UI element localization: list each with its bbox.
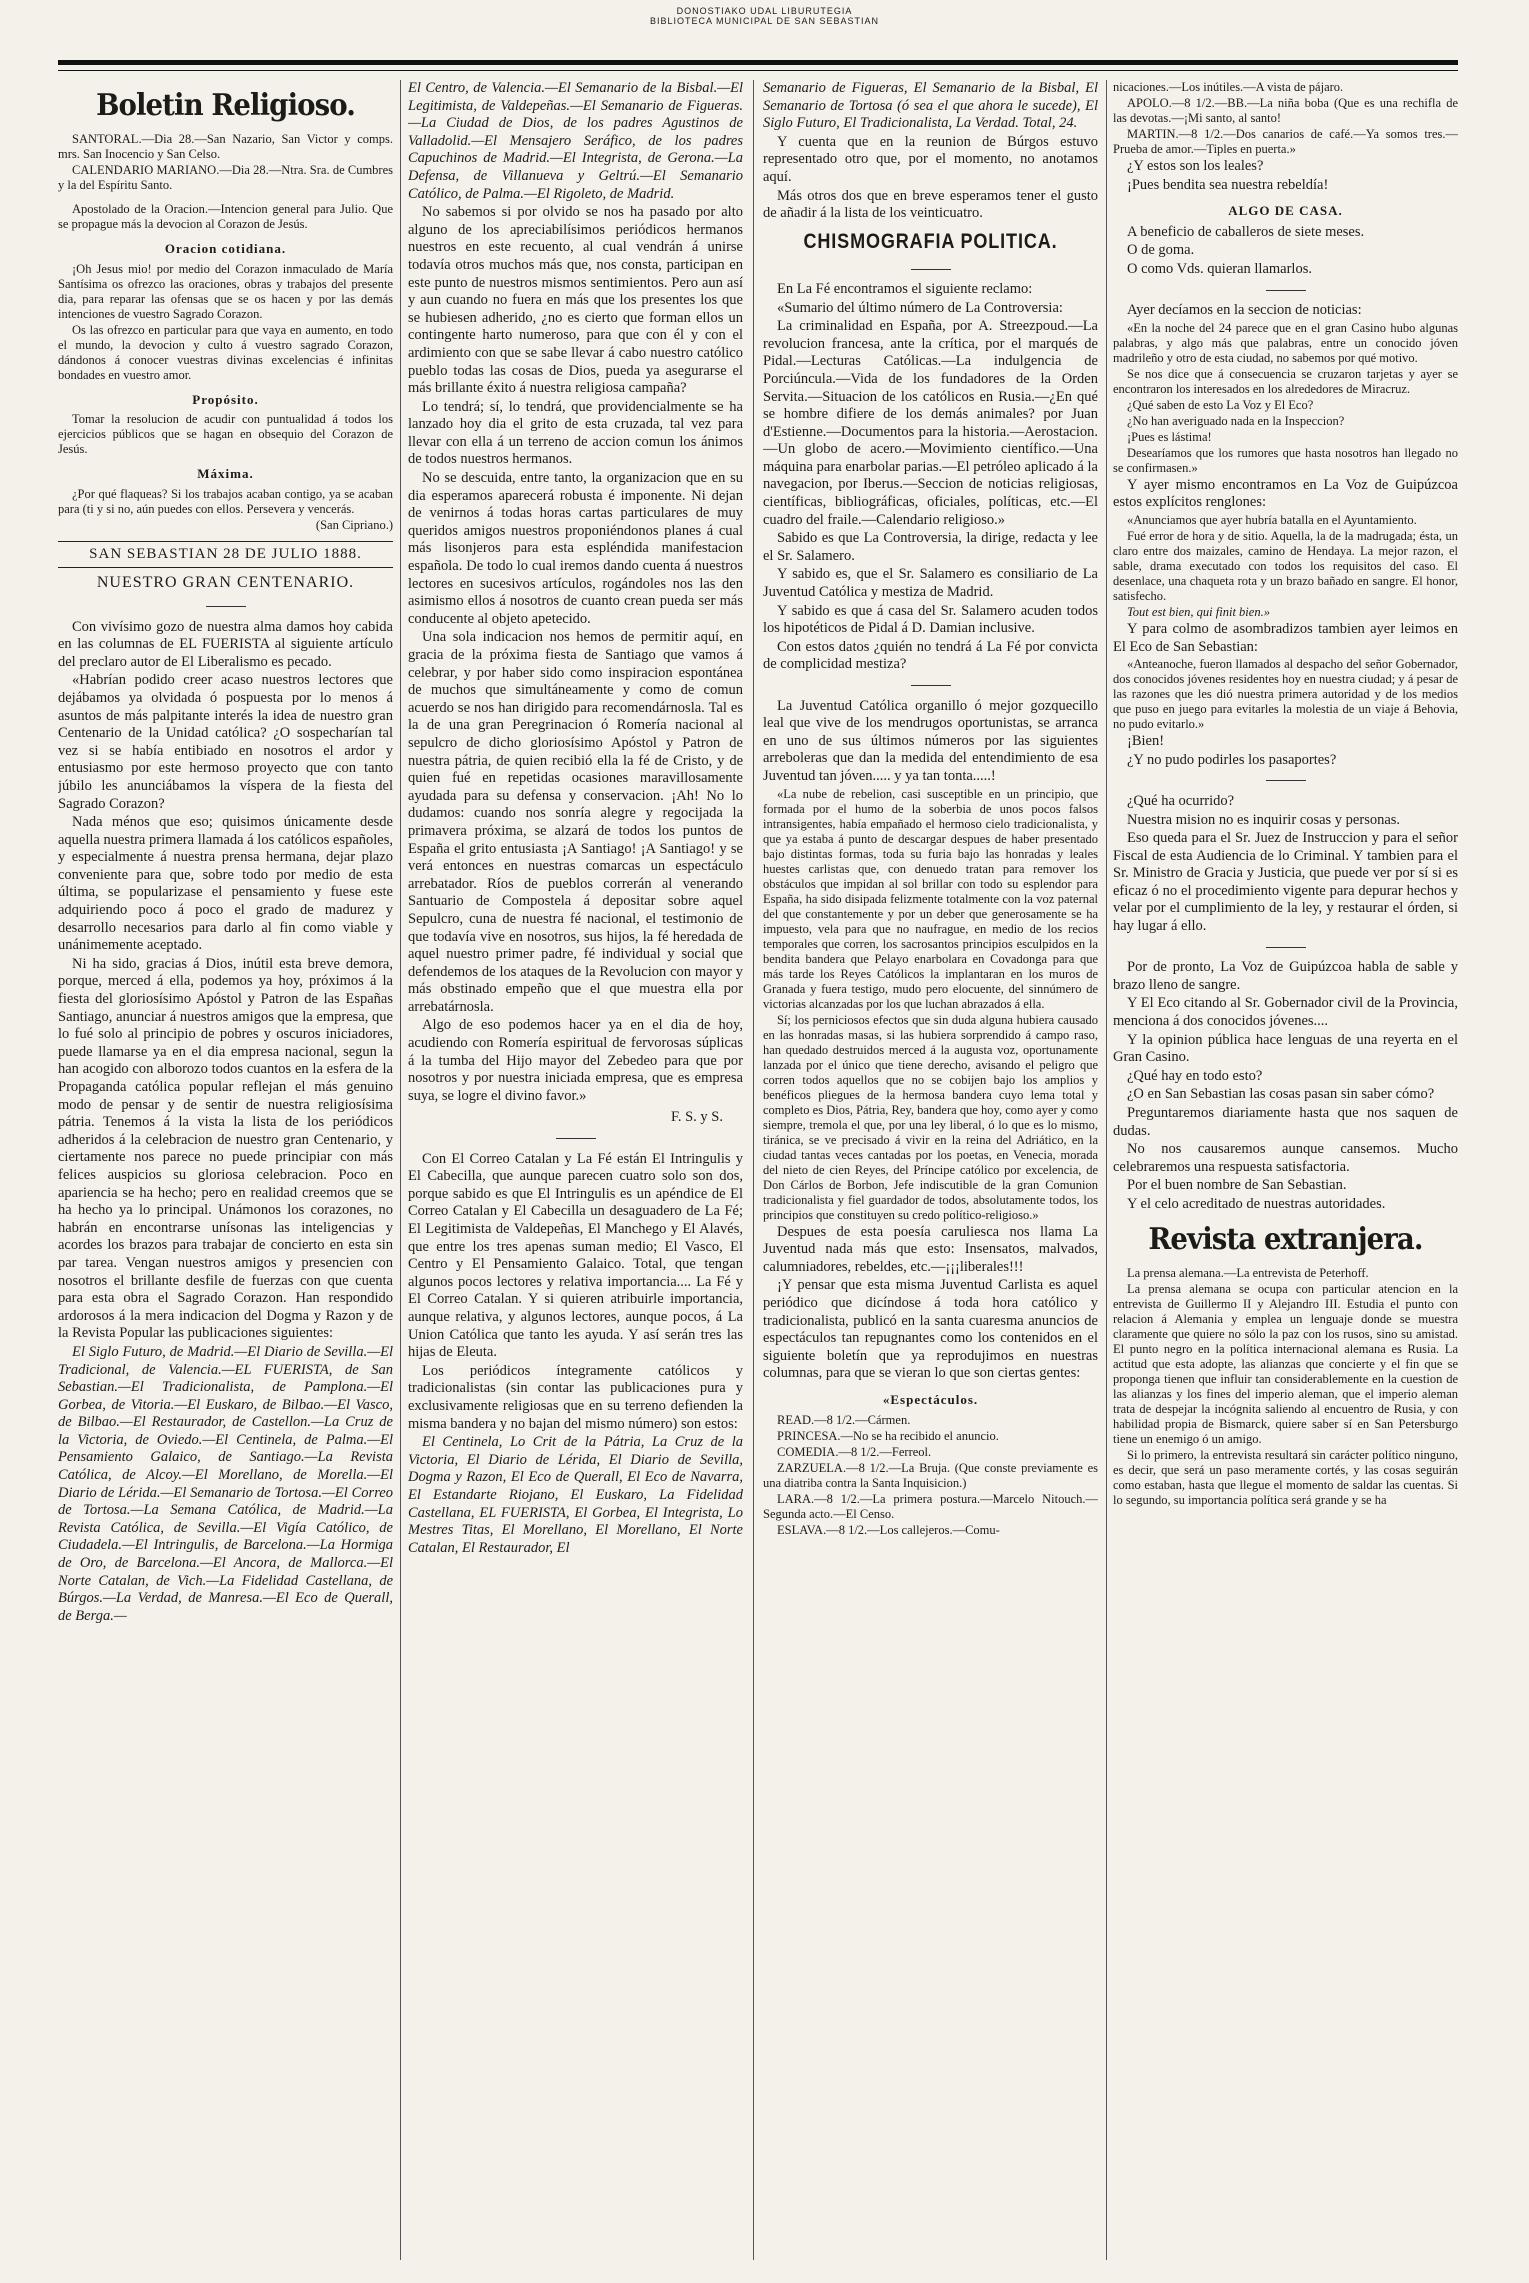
- section-title-boletin: Boletin Religioso.: [96, 88, 355, 123]
- article-paragraph: El Centro, de Valencia.—El Semanario de la Bisbal.—El Legitimista, de Valdepeñas.—El Semanario de Figueras.—La Ciudad de Dios, de los padres Agustinos de Valladolid.—El Mensajero Seráfico, de los padres Capuchinos de Madrid.—El Integrista, de Gerona.—La Defensa, de Villanueva y Geltrú.—El Semanario Católico, de Palma.—El Rigoleto, de Madrid.: [408, 80, 743, 202]
- article-paragraph: Desearíamos que los rumores que hasta nosotros han llegado no se confirmasen.»: [1113, 445, 1458, 475]
- article-paragraph: Algo de eso podemos hacer ya en el dia de hoy, acudiendo con Romería espiritual de fervorosas súplicas á la tumba del Hijo mayor del Zebedeo para que por nosotros y por nuestra iniciada empresa, que es empresa suya, se logre el divino favor.»: [408, 1017, 743, 1104]
- article-paragraph: Lo tendrá; sí, lo tendrá, que providencialmente se ha lanzado hoy dia el grito de esta cruzada, tal vez para llevar con ella á un terreno de accion comun los ánimos de todos nuestros hermanos.: [408, 398, 743, 468]
- article-paragraph: Los periódicos íntegramente católicos y tradicionalistas (sin contar las publicaciones pura y exclusivamente religiosas que en su terreno defienden la misma bandera y no bajan del mismo número) son estos:: [408, 1362, 743, 1432]
- article-paragraph: Y la opinion pública hace lenguas de una reyerta en el Gran Casino.: [1113, 1031, 1458, 1066]
- article-paragraph: ¿Qué saben de esto La Voz y El Eco?: [1127, 397, 1314, 412]
- article-paragraph: La prensa alemana.—La entrevista de Peterhoff.: [1127, 1265, 1369, 1280]
- oracion-heading: Oracion cotidiana.: [164, 241, 287, 256]
- oracion-text-2: Os las ofrezco en particular para que vaya en aumento, en todo el mundo, la devocion y culto á vuestro sagrado Corazon, dándonos á conocer vuestras divinas excelencias é infinitas bondades en vuestro amor.: [58, 322, 393, 382]
- article-paragraph: Con El Correo Catalan y La Fé están El Intringulis y El Cabecilla, que aunque parecen cuatro solo son dos, porque sabido es que El Intringulis es un apéndice de El Correo Catalan y El Cabecilla un desaguadero de La Fé; El Legitimista de Valdepeñas, El Manchego y El Alavés, que entre los tres apenas suman medio; El Vasco, El Centro y El Pensamiento Galaico. Total, que tengan algunos pocos lectores y relativa importancia.... La Fé y El Correo Catalan. Y si quieren atribuirle importancia, aunque relativa, y algunos lectores, aunque pocos, á La Union Católica que tanto les ayuda. Y así serán tres las hijas de Eleuta.: [408, 1150, 743, 1361]
- oracion-text: ¡Oh Jesus mio! por medio del Corazon inmaculado de María Santísima os ofrezco las oraciones, obras y trabajos del presente dia, para reparar las ofensas que se os hacen y por las demás intenciones de vuestro Sagrado Corazon.: [58, 261, 393, 321]
- article-paragraph: La criminalidad en España, por A. Streezpoud.—La revolucion francesa, ante la crítica, por el marqués de Pidal.—Lecturas Católicas.—La indulgencia de Porciúncula.—Vida de los fundadores de la Orden Servita.—Situacion de los católicos en Rusia.—¿En qué se hombre difiere de los demás animales? por Juan d'Estienne.—Documentos para la historia.—Aerostacion.—Un globo de acero.—Movimiento científico.—Una máquina para enarbolar parias.—El petróleo aplicado á la navegacion, por Iberus.—Seccion de noticias religiosas, científicas, bibliográficas, oficiales, políticas, etc.—El cuadro del fraile.—Calendario religioso.»: [763, 318, 1098, 528]
- article-paragraph: ¿O en San Sebastian las cosas pasan sin saber cómo?: [1127, 1086, 1435, 1103]
- article-paragraph: Sí; los perniciosos efectos que sin duda alguna hubiera causado en las honradas masas, si las hubiera sorprendido á campo raso, han quedado destruidos merced á la augusta voz, oportunamente lanzada por el único que tiene derecho, avisando el peligro que corren todos aquellos que no se cobijen bajo los amplios y benéficos pliegues de la hermosa bandera cuyo lema total y completo es Dios, Pátria, Rey, bandera que hoy, como ayer y como siempre, tremola el que, por una ley liberal, ó lo que es lo mismo, tiránica, se ve precisado á vivir en la reina del Adriático, en la ciudad tantas veces cantadas por los poetas, en Venecia, morada del nieto de cien Reyes, del Príncipe católico por excelencia, de Don Cárlos de Borbon, Jefe indiscutible de la gran Comunion tradicionalista y fiel guardador de todos, absolutamente todos, los principios que constituyen su credo político-religioso.»: [763, 1012, 1098, 1222]
- espectaculos-heading: «Espectáculos.: [882, 1391, 979, 1407]
- library-header-line1: DONOSTIAKO UDAL LIBURUTEGIA: [676, 6, 853, 16]
- espectaculo-item: nicaciones.—Los inútiles.—A vista de pájaro.: [1113, 80, 1344, 94]
- article-paragraph: No sabemos si por olvido se nos ha pasado por alto alguno de los apreciabilísimos periódicos hermanos nuestros en este recuento, al cual vendrán á unirse todavía otros muchos más que, nos consta, participan en este punto de nuestros mismos sentimientos. Pero aun así y aun cuando no fuera en más que los presentes los que se hubiesen adherido, ¿no es cierto que forman ellos un contingente harto numeroso, para que con él y con el ardimiento con que se sabe llevar á cabo nuestro católico pueblo todas las cosas de Dios, pueda ya asegurarse el más brillante éxito á nuestra religiosa campaña?: [408, 204, 743, 397]
- article-paragraph: Con estos datos ¿quién no tendrá á La Fé por convicta de complicidad mestiza?: [763, 638, 1098, 673]
- column-divider: [1106, 80, 1107, 2260]
- maxima-signature: (San Cipriano.): [315, 517, 393, 532]
- article-paragraph: Una sola indicacion nos hemos de permitir aquí, en gracia de la próxima fiesta de Santiago que vamos á celebrar, y por haber sido como inspiracion espontánea de muchos que simultáneamente y como de comun acuerdo se nos han dirigido para recomendárnosla. Tal es la de una gran Peregrinacion ó Romería nacional al sepulcro de dicho gloriosísimo Apóstol y Patron de nuestra pátria, de quien recibió ella la fé de Cristo, y de quien fué en repetidas ocasiones maravillosamente ayudada para su defensa y conservacion. ¡Ah! No lo dudamos: cuando nos sonría alegre y regocijada la primavera próxima, se alzará de todos los puntos de España el grito entusiasta ¡A Santiago! ¡A Santiago! y se verá entonces en nuestras comarcas un espectáculo arrebatador. Ríos de pueblos correrán al venerando Santuario de Compostela á depositar sobre aquel Sepulcro, cuna de nuestra fé nacional, el testimonio de que todavía vive en nosotros, sus hijos, la fé heredada de aquel nuestro primer padre, fé individual y social que defendemos de los ataques de la Revolucion con mayor y más obstinado empeño que el que muestra ella por arrebatárnosla.: [408, 629, 743, 1015]
- article-paragraph: Se nos dice que á consecuencia se cruzaron tarjetas y ayer se encontraron los interesados en los alrededores de Miracruz.: [1113, 366, 1458, 396]
- article-paragraph: ¿Y estos son los leales?: [1127, 158, 1264, 174]
- newspaper-page: [58, 80, 1458, 2270]
- article-paragraph: Fué error de hora y de sitio. Aquella, la de la madrugada; ésta, un claro entre dos maizales, camino de Hendaya. La mejor razon, el sable, drama executado con todos los requisitos del caso. El desenlace, una chaqueta rota y un brazo bañado en sangre. El honor, satisfecho.: [1113, 528, 1458, 603]
- apostolado: Apostolado de la Oracion.—Intencion general para Julio. Que se propague más la devocion al Corazon de Jesús.: [58, 202, 393, 231]
- article-paragraph: Ayer decíamos en la seccion de noticias:: [1127, 302, 1362, 319]
- proposito-heading: Propósito.: [192, 391, 259, 407]
- article-paragraph: ¿Qué ha ocurrido?: [1127, 792, 1235, 809]
- article-paragraph: «Anteanoche, fueron llamados al despacho del señor Gobernador, dos conocidos jóvenes residentes hoy en nuestra ciudad; y á pesar de las razones que les dió nuestra primera autoridad y de los medios que puso en juego para evitarles la molestia de un viaje á Behovia, no pudo evitarlo.»: [1113, 657, 1458, 732]
- column-3: [763, 80, 1098, 2260]
- espectaculo-item: ESLAVA.—8 1/2.—Los callejeros.—Comu-: [777, 1522, 1000, 1537]
- article-paragraph: Eso queda para el Sr. Juez de Instruccion y para el señor Fiscal de esta Audiencia de lo Criminal. Y tambien para el Sr. Ministro de Gracia y Justicia, que puede ver por sí si es eficaz ó no el procedimiento vigente para depurar hechos y velar por el cumplimiento de la ley, y restaurar el órden, si hay lugar á ello.: [1113, 830, 1458, 935]
- article-paragraph: Y el celo acreditado de nuestras autoridades.: [1127, 1195, 1386, 1212]
- espectaculo-item: COMEDIA.—8 1/2.—Ferreol.: [777, 1444, 932, 1459]
- article-paragraph: «En la noche del 24 parece que en el gran Casino hubo algunas palabras, y algo más que palabras, entre un conocido jóven madrileño y otro de esta ciudad, no sabemos por qué motivo.: [1113, 320, 1458, 365]
- article-paragraph: Más otros dos que en breve esperamos tener el gusto de añadir á la lista de los veinticuatro.: [763, 187, 1098, 222]
- article-title: NUESTRO GRAN CENTENARIO.: [96, 574, 355, 592]
- article-paragraph: ¡Pues bendita sea nuestra rebeldía!: [1127, 176, 1329, 193]
- article-paragraph: ¿Y no pudo podirles los pasaportes?: [1127, 751, 1337, 768]
- article-paragraph: Tout est bien, qui finit bien.»: [1127, 604, 1270, 619]
- proposito-text: Tomar la resolucion de acudir con puntualidad á todos los ejercicios públicos que se hagan en obsequio del Corazon de Jesús.: [58, 412, 393, 457]
- column-divider: [753, 80, 754, 2260]
- article-paragraph: Y para colmo de asombradizos tambien ayer leimos en El Eco de San Sebastian:: [1113, 620, 1458, 655]
- library-header: [0, 6, 1529, 26]
- article-paragraph: La prensa alemana se ocupa con particular atencion en la entrevista de Guillermo II y Alejandro III. Estudia el punto con relacion á Alemania y emplea un lenguaje donde se muestra claramente que quiere no sólo la paz con los rusos, sino su amistad. El punto negro en la política internacional alemana es Rusia. La actitud que esta adopte, las alianzas que concierte y el fin que se proponga tienen que influir tan considerablemente en la cuestion de las alianzas y los fines del imperio aleman, que el imperio aleman trata de despejar la incógnita saliendo al encuentro de Rusia, y con habilidad propia de Bismarck, quiere saber sí en San Petersburgo tiene un enemigo ó un amigo.: [1113, 1281, 1458, 1446]
- article-paragraph: Y El Eco citando al Sr. Gobernador civil de la Provincia, menciona á dos conocidos jóvenes....: [1113, 995, 1458, 1030]
- column-divider: [400, 80, 401, 2260]
- section-title-chismografia: CHISMOGRAFIA POLITICA.: [803, 229, 1058, 253]
- article-paragraph: En La Fé encontramos el siguiente reclamo:: [777, 280, 1033, 297]
- espectaculo-item: MARTIN.—8 1/2.—Dos canarios de café.—Ya somos tres.—Prueba de amor.—Tiples en puerta.»: [1113, 127, 1458, 156]
- espectaculo-item: READ.—8 1/2.—Cármen.: [777, 1412, 911, 1427]
- article-paragraph: Despues de esta poesía caruliesca nos llama La Juventud nada más que esto: Insensatos, malvados, calumniadores, rebeldes, etc.—¡¡¡liberales!!!: [763, 1223, 1098, 1275]
- article-paragraph: Y sabido es que á casa del Sr. Salamero acuden todos los hipotéticos de Pidal á D. Damian inclusive.: [763, 602, 1098, 637]
- article-paragraph: ¡Y pensar que esta misma Juventud Carlista es aquel periódico que dicíndose á toda hora católico y tradicionalista, publicó en la santa cuaresma anuncios de espectáculos tan repugnantes como los contenidos en el siguiente boletín que ya reprodujimos en nuestras columnas, para que se vieran lo que son ciertas gentes:: [763, 1277, 1098, 1382]
- top-rule: [58, 60, 1458, 65]
- library-header-line2: BIBLIOTECA MUNICIPAL DE SAN SEBASTIAN: [649, 16, 880, 26]
- article-paragraph: No nos causaremos aunque cansemos. Mucho celebraremos una respuesta satisfactoria.: [1113, 1141, 1458, 1175]
- article-paragraph: Nuestra mision no es inquirir cosas y personas.: [1127, 811, 1401, 828]
- article-paragraph: La Juventud Católica organillo ó mejor gozquecillo leal que vive de los mendrugos oportunistas, se arranca en uno de sus últimos números por las siguientes arreboleras que dan la medida del entendimiento de esa Juventud tan jóven..... y ya tan tonta.....!: [763, 697, 1098, 784]
- santoral: SANTORAL.—Dia 28.—San Nazario, San Victor y comps. mrs. San Inocencio y San Celso.: [58, 132, 393, 161]
- espectaculo-item: ZARZUELA.—8 1/2.—La Bruja. (Que conste previamente es una diatriba contra la Santa Inquisicion.): [763, 1460, 1098, 1490]
- article-paragraph: Con vivísimo gozo de nuestra alma damos hoy cabida en las columnas de EL FUERISTA al siguiente artículo del preclaro autor de El Liberalismo es pecado.: [58, 618, 393, 670]
- article-paragraph: Preguntaremos diariamente hasta que nos saquen de dudas.: [1113, 1105, 1458, 1139]
- article-paragraph: Ni ha sido, gracias á Dios, inútil esta breve demora, porque, merced á ella, podemos ya hoy, próximos á la fiesta del gloriosísimo Apóstol y Patron de las Españas Santiago, anunciar á nuestros amigos que la empresa, que lo fué solo al principio de pobres y oscuros iniciadores, puede llamarse ya en el dia empresa nacional, segun la han acogido con alborozo todos cuantos en la esfera de la Propaganda católica popular reflejan el más genuino modo de pensar y de sentir de nuestra religiosísima pátria. Tenemos á la vista la lista de los periódicos adheridos á la celebracion de nuestro gran Centenario, y ciertamente nos parece no puede principiar con más felices auspicios su gloriosa celebracion. Poco en apariencia se ha hecho; pero en realidad creemos que se ha hecho ya lo principal. Unámonos los corazones, no habrán en encontrarse unísonas las inteligencias y acordes los brazos para trabajar de concierto en esta sin par tarea. Vengan nuestros amigos y presencien con nosotros el brillante desfile de fuerzas con que cuenta para esta obra el Sagrado Corazon. Han respondido ardorosos á la mera indicacion del Dogma y Razon y de la Revista Popular las publicaciones siguientes:: [58, 955, 393, 1342]
- article-paragraph: «Sumario del último número de La Controversia:: [777, 299, 1063, 316]
- article-paragraph: ¿No han averiguado nada en la Inspeccion?: [1127, 413, 1345, 428]
- article-paragraph: O de goma.: [1127, 242, 1195, 259]
- espectaculo-item: APOLO.—8 1/2.—BB.—La niña boba (Que es una rechifla de las devotas.—¡Mi santo, al santo!: [1113, 96, 1458, 125]
- section-title-revista: Revista extranjera.: [1148, 1221, 1423, 1257]
- article-paragraph: A beneficio de caballeros de siete meses.: [1127, 223, 1365, 240]
- article-paragraph: ¿Qué hay en todo esto?: [1127, 1067, 1263, 1084]
- article-paragraph: Sabido es que La Controversia, la dirige, redacta y lee el Sr. Salamero.: [763, 530, 1098, 564]
- article-paragraph: El Siglo Futuro, de Madrid.—El Diario de Sevilla.—El Tradicional, de Valencia.—EL FUERISTA, de San Sebastian.—El Tradicionalista, de Pamplona.—El Gorbea, de Vitoria.—El Euskaro, de Bilbao.—El Vasco, de Bilbao.—El Restaurador, de Castellon.—La Cruz de la Victoria, de Oviedo.—El Centinela, de Palma.—El Pensamiento Galaico, de Santiago.—La Revista Católica, de Alcoy.—El Morellano, de Morella.—El Diario de Lérida.—El Semanario de Tortosa.—El Correo de Tortosa.—La Semana Católica, de Madrid.—La Revista Católica, de Sevilla.—El Vigía Católico, de Ciudadela.—El Intringulis, de Barcelona.—La Hormiga de Oro, de Barcelona.—El Ancora, de Mallorca.—El Norte Catalan, de Vich.—La Fidelidad Castellana, de Búrgos.—La Verdad, de Manresa.—El Eco de Querall, de Berga.—: [58, 1343, 393, 1624]
- algo-de-casa-heading: ALGO DE CASA.: [1228, 203, 1343, 219]
- article-paragraph: Y sabido es, que el Sr. Salamero es consiliario de La Juventud Católica y mestiza de Madrid.: [763, 566, 1098, 601]
- article-paragraph: «Habrían podido creer acaso nuestros lectores que dejábamos ya olvidada ó pospuesta por lo menos á asuntos de más palpitante interés la idea de nuestro gran Centenario de la Unidad católica? ¿O sospecharían tal vez si se había entibiado en nosotros el ardor y entusiasmo por este hermoso proyecto que con tanto júbilo les anunciábamos la víspera de la fiesta del Sagrado Corazon?: [58, 672, 393, 812]
- article-paragraph: O como Vds. quieran llamarlos.: [1127, 260, 1312, 277]
- column-2: [408, 80, 743, 2260]
- article-paragraph: Por el buen nombre de San Sebastian.: [1127, 1177, 1347, 1194]
- maxima-text: ¿Por qué flaqueas? Si los trabajos acaban contigo, ya se acaban para (ti y si no, aún puedes con ellos. Persevera y vencerás.: [58, 486, 393, 516]
- dateline: SAN SEBASTIAN 28 DE JULIO 1888.: [58, 541, 393, 569]
- espectaculo-item: LARA.—8 1/2.—La primera postura.—Marcelo Nitouch.—Segunda acto.—El Censo.: [763, 1491, 1098, 1521]
- article-signature: F. S. y S.: [670, 1109, 723, 1126]
- top-rule-thin: [58, 70, 1458, 71]
- article-paragraph: Y ayer mismo encontramos en La Voz de Guipúzcoa estos explícitos renglones:: [1113, 476, 1458, 511]
- article-paragraph: «Anunciamos que ayer hubría batalla en el Ayuntamiento.: [1127, 512, 1417, 527]
- maxima-heading: Máxima.: [197, 466, 254, 482]
- column-4: [1113, 80, 1458, 2260]
- article-paragraph: Si lo primero, la entrevista resultará sin carácter político ninguno, es decir, que será un paso meramente cortés, y las cosas seguirán como estaban, hasta que llegue el momento de saldar las cuentas. Si lo segundo, su importancia política será grande y se ha: [1113, 1447, 1458, 1507]
- article-paragraph: «La nube de rebelion, casi susceptible en un principio, que formada por el humo de la soberbia de unos pocos falsos intransigentes, había empañado el hermoso cielo tradicionalista, y que ya estaba á punto de descargar despues de haber presentado bajo distintas formas, toda su furia bajo las honradas y leales huestes carlistas que, con denuedo tratan para remover los obstáculos que impidan al sol brillar con todo su esplendor para España, ha sido disipada felizmente totalmente con la voz paternal del que constantemente y por un deber que generosamente se ha impuesto, vela para que no naufrague, en medio de los recios temporales que corren, los sacrosantos principios esculpidos en la bendita bandera que Pelayo enarbolara en Covadonga para que más tarde los Reyes Católicos la implantaran en los muros de Granada y fuera testigo, mudo pero elocuente, del sinnúmero de victorias alcanzadas por los que luchan abrazados á ella.: [763, 786, 1098, 1011]
- espectaculo-item: PRINCESA.—No se ha recibido el anuncio.: [777, 1428, 999, 1443]
- article-paragraph: ¡Pues es lástima!: [1127, 429, 1212, 444]
- article-paragraph: ¡Bien!: [1127, 733, 1165, 750]
- column-1: [58, 80, 393, 2260]
- article-paragraph: El Centinela, Lo Crit de la Pátria, La Cruz de la Victoria, El Diario de Lérida, El Diario de Sevilla, Dogma y Razon, El Eco de Querall, El Eco de Navarra, El Estandarte Riojano, El Euskaro, La Fidelidad Castellana, EL FUERISTA, El Gorbea, El Integrista, Lo Mestres Titas, El Morellano, El Morellano, El Norte Catalan, El Restaurador, El: [408, 1434, 743, 1556]
- article-paragraph: Semanario de Figueras, El Semanario de la Bisbal, El Semanario de Tortosa (ó sea el que ahora le sucede), El Siglo Futuro, El Tradicionalista, La Verdad. Total, 24.: [763, 80, 1098, 132]
- article-paragraph: No se descuida, entre tanto, la organizacion que en su dia esperamos aparecerá robusta é imponente. Ni dejan de venirnos á todas horas cartas particulares de muy queridos amigos nuestros proponiéndonos planes á cual más lisonjeros para esta espléndida manifestacion española. De todo lo cual iremos dando cuenta á nuestros lectores en sucesivos artículos, rogándoles nos las den asimismo ellos á nosotros de cuanto crean pueda ser más conducente al objeto apetecido.: [408, 470, 743, 627]
- article-paragraph: Por de pronto, La Voz de Guipúzcoa habla de sable y brazo lleno de sangre.: [1113, 959, 1458, 993]
- calendario-mariano: CALENDARIO MARIANO.—Dia 28.—Ntra. Sra. de Cumbres y la del Espíritu Santo.: [58, 163, 393, 192]
- article-paragraph: Nada ménos que eso; quisimos únicamente desde aquella nuestra primera llamada á los católicos españoles, y especialmente á nuestra prensa hermana, dejar plazo conveniente para que, sobre todo por medio de esta última, se popularizase el pensamiento y fuese este adquiriendo poco á poco el grado de madurez y desarrollo necesarios para darlo al fin como viable y unánimemente aceptado.: [58, 814, 393, 954]
- article-paragraph: Y cuenta que en la reunion de Búrgos estuvo representado otro que, por el momento, no anotamos aquí.: [763, 133, 1098, 185]
